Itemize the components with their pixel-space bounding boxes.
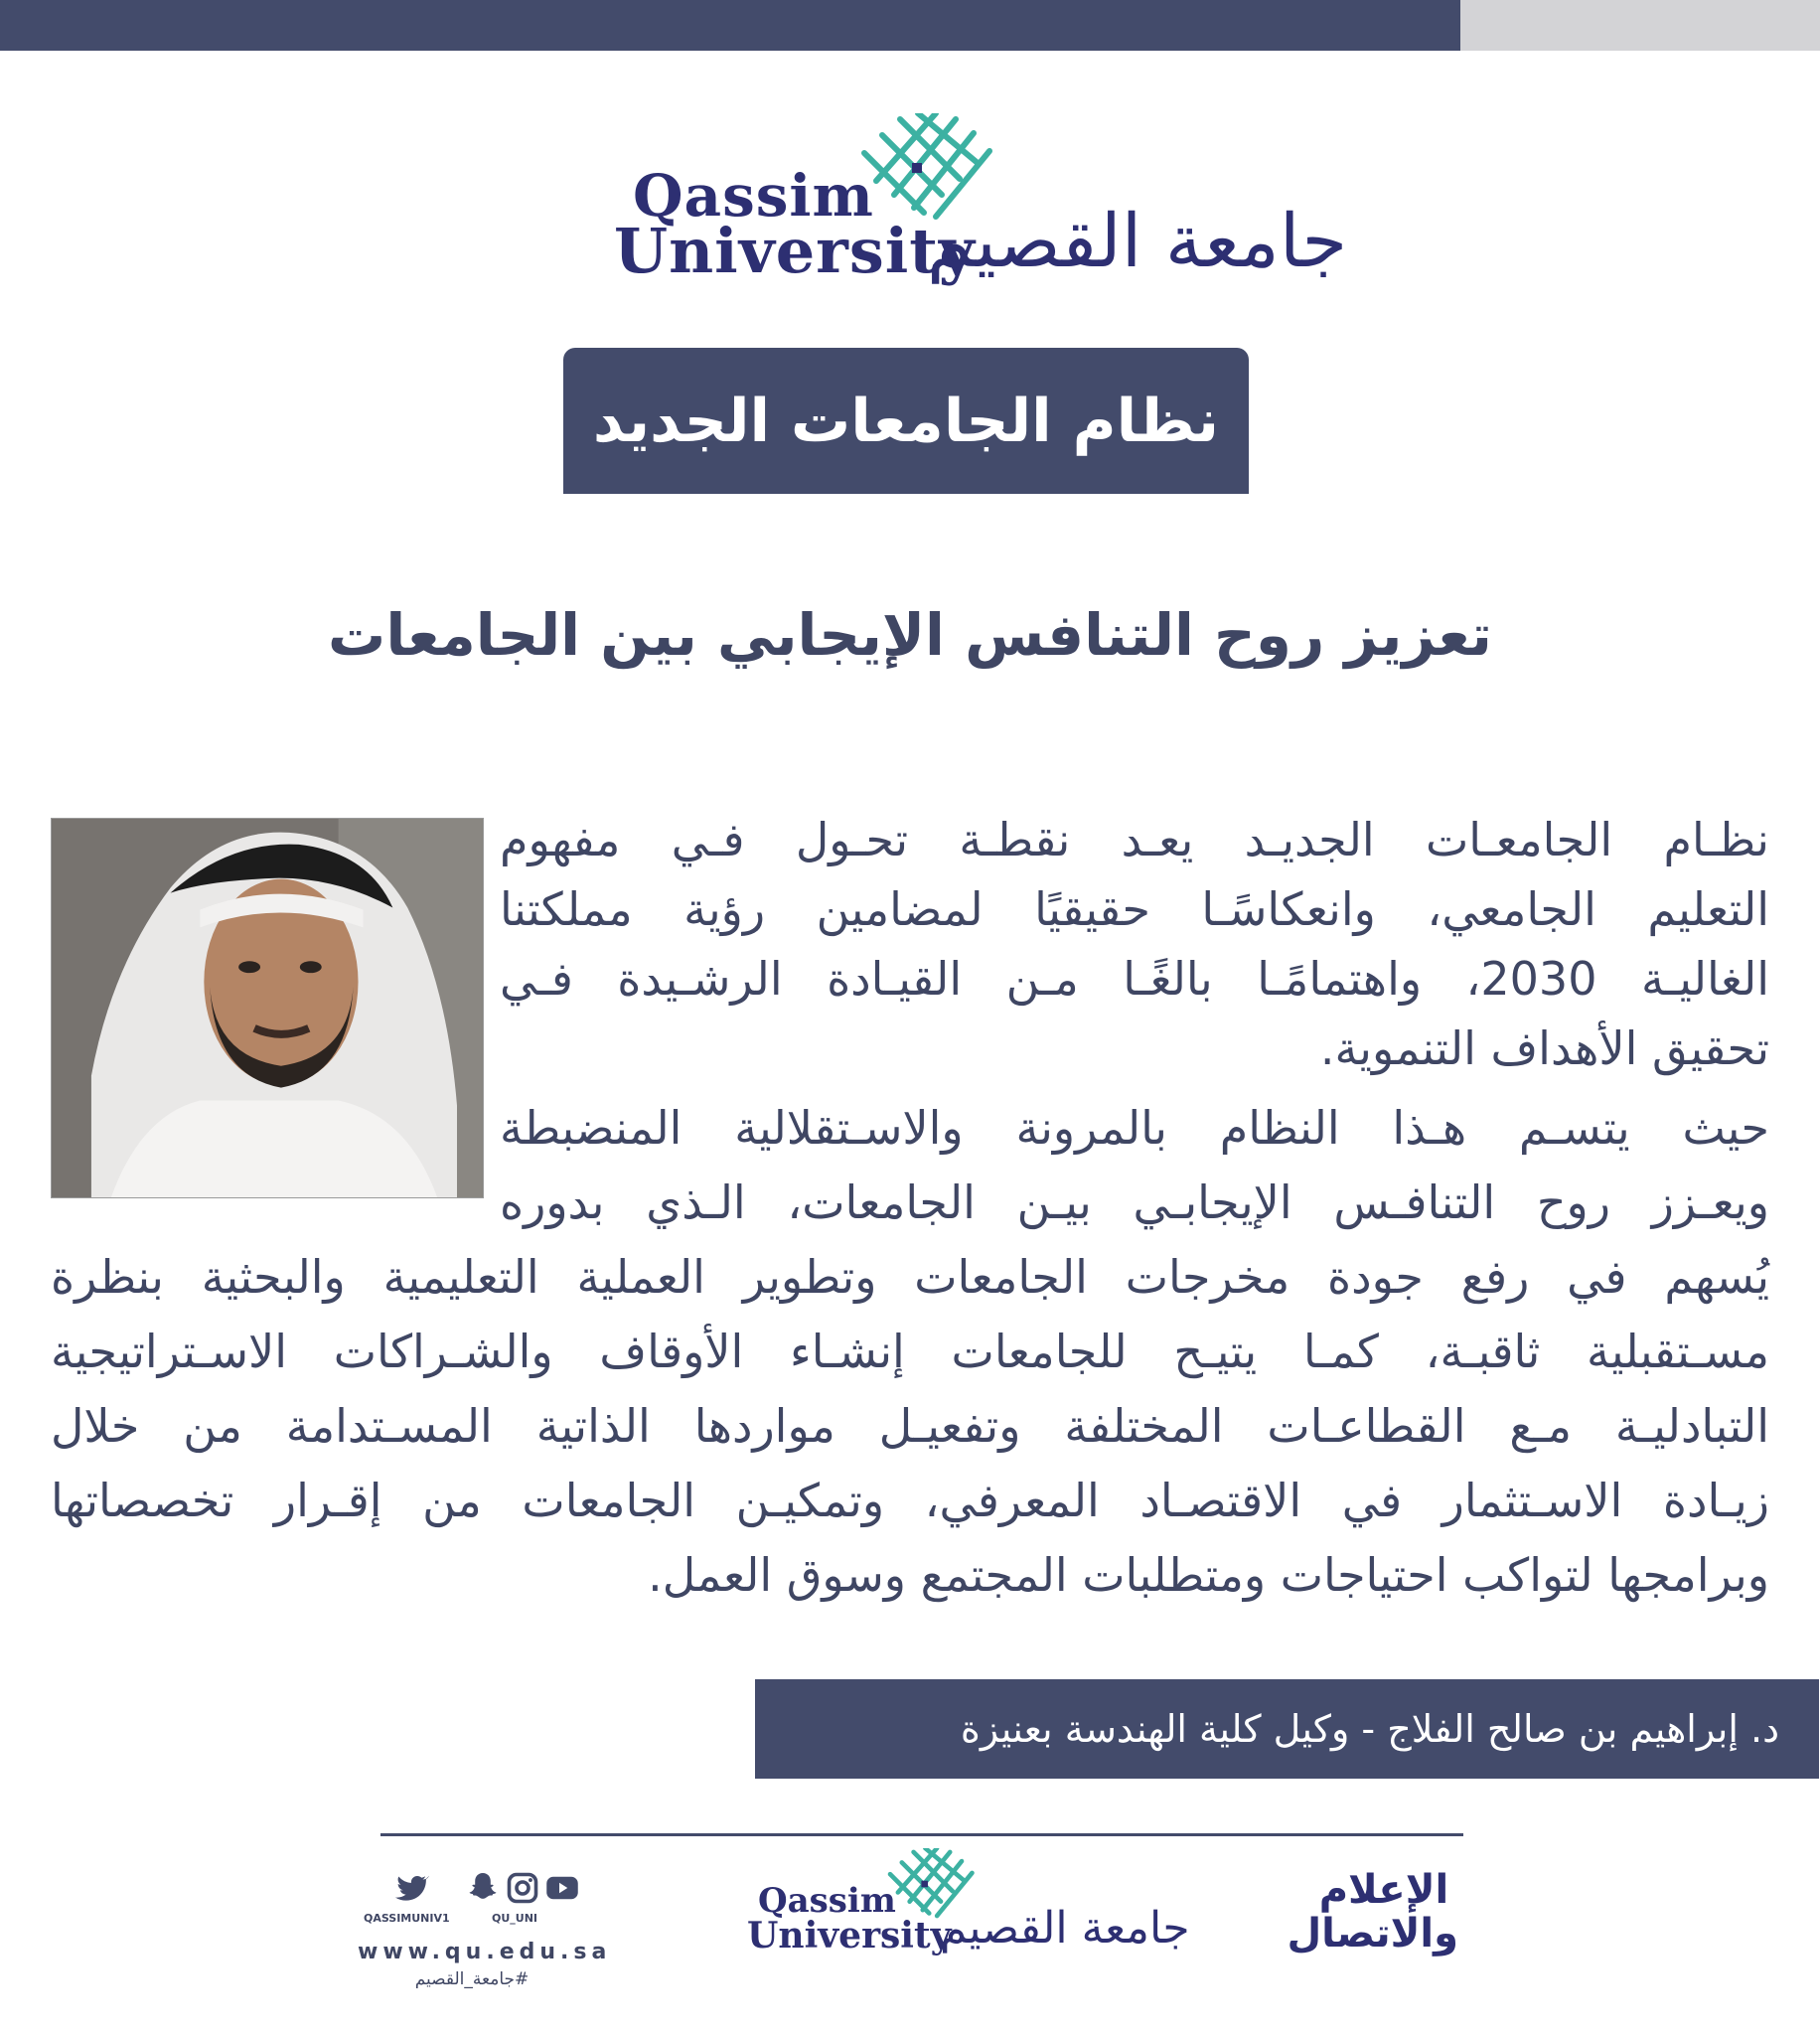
media-communication-logo (1287, 1867, 1458, 1967)
twitter-icon[interactable] (393, 1870, 429, 1906)
social-handle[interactable]: QU_UNI (492, 1912, 538, 1925)
logo-latin-line2: University (614, 215, 976, 287)
website-link[interactable]: www.qu.edu.sa (358, 1940, 612, 1964)
footer-university-logo (745, 1846, 1190, 1965)
instagram-icon[interactable] (505, 1870, 540, 1906)
media-logo-line1: الإعلام (1318, 1867, 1449, 1913)
top-bar-accent (1460, 0, 1820, 51)
author-credit: د. إبراهيم بن صالح الفلاج - وكيل كلية الهندسة بعنيزة (755, 1679, 1819, 1779)
author-photo (51, 818, 484, 1198)
twitter-handle[interactable]: QASSIMUNIV1 (364, 1912, 450, 1925)
body-line: تحقيق الأهداف التنموية. (1319, 1021, 1769, 1075)
logo-latin-line2: University (747, 1915, 952, 1957)
portrait-image (52, 819, 483, 1197)
body-line: وبرامجها لتواكب احتياجات ومتطلبات المجتمع وسوق العمل. (648, 1548, 1769, 1602)
footer-divider (380, 1833, 1463, 1836)
logo-arabic: جامعة القصيم (927, 199, 1348, 284)
page-title: نظام الجامعات الجديد (563, 348, 1249, 494)
hashtag: #جامعة_القصيم (414, 1969, 530, 1989)
youtube-icon[interactable] (544, 1870, 580, 1906)
article-subtitle: تعزيز روح التنافس الإيجابي بين الجامعات (328, 601, 1492, 669)
body-line: ويعـزز روح التنافـس الإيجابـي بيـن الجامعات، الـذي بدوره (500, 1175, 1769, 1229)
body-line: التعليم الجامعي، وانعكاسًـا حقيقيًا لمضامين رؤية مملكتنا (500, 882, 1769, 936)
media-logo-line2: والاتصال (1287, 1911, 1458, 1957)
body-line: حيث يتسـم هـذا النظام بالمرونة والاسـتقلالية المنضبطة (500, 1101, 1769, 1155)
body-line: نظـام الجامعـات الجديـد يعـد نقطـة تحـول فـي مفهوم (500, 813, 1769, 866)
body-line: يُسهم في رفع جودة مخرجات الجامعات وتطوير العملية التعليمية والبحثية بنظرة (51, 1250, 1769, 1304)
body-line: مسـتقبلية ثاقبـة، كمـا يتيـح للجامعات إنشـاء الأوقاف والشـراكات الاسـتراتيجية (51, 1325, 1769, 1378)
snapchat-icon[interactable] (465, 1870, 501, 1906)
logo-latin-line1: Qassim (758, 1881, 896, 1921)
body-line: الغاليـة 2030، واهتمامًـا بالغًـا مـن القيـادة الرشـيدة فـي (500, 952, 1769, 1006)
body-line: زيـادة الاسـتثمار في الاقتصـاد المعرفي، وتمكيـن الجامعات من إقـرار تخصصاتها (51, 1474, 1769, 1527)
university-logo (611, 109, 1348, 298)
logo-latin-line1: Qassim (633, 162, 874, 230)
top-bar (0, 0, 1460, 51)
logo-arabic: جامعة القصيم (940, 1903, 1190, 1954)
body-line: التبادليـة مـع القطاعـات المختلفة وتفعيـل مواردها الذاتية المسـتدامة من خلال (51, 1399, 1769, 1453)
